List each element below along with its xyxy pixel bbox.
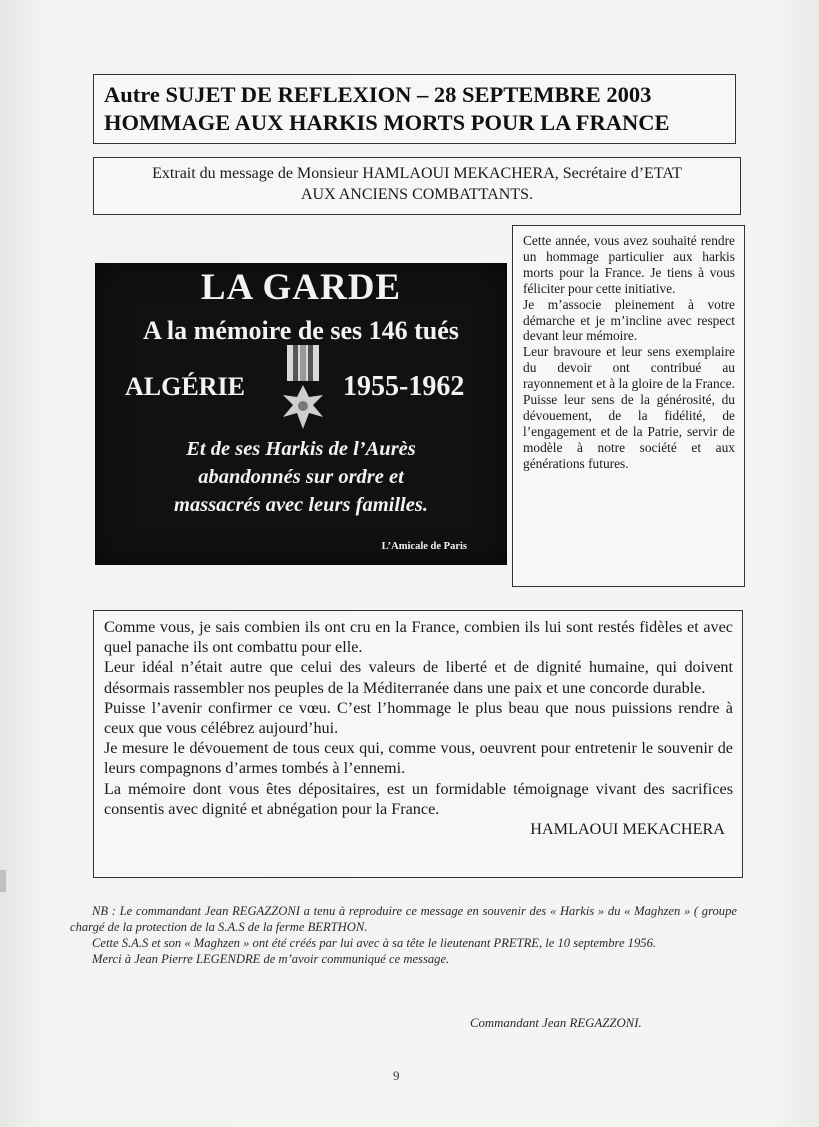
plaque-title: LA GARDE	[200, 267, 402, 308]
plaque-dedication: A la mémoire de ses 146 tués	[143, 316, 459, 345]
side-paragraph-1: Cette année, vous avez souhaité rendre un hommage particulier aux harkis morts pour la France. Je tiens à vous féliciter pour cette initiative.	[523, 233, 735, 296]
main-message-box	[93, 610, 743, 878]
plaque-harkis-text	[95, 435, 507, 519]
message-paragraph-3: Puisse l’avenir confirmer ce vœu. C’est l’hommage le plus beau que nous puissions rendre à ceux que vous célébrez aujourd’hui.	[104, 698, 733, 738]
page-number: 9	[393, 1068, 400, 1083]
extract-line-2: AUX ANCIENS COMBATTANTS.	[300, 186, 534, 203]
side-paragraph-2: Je m’associe pleinement à votre démarche et je m’incline avec respect devant leur mémoire.	[523, 296, 735, 344]
message-signature: HAMLAOUI MEKACHERA	[530, 820, 725, 839]
plaque-signature: L’Amicale de Paris	[381, 541, 467, 552]
message-paragraph-4: Je mesure le dévouement de tous ceux qui, comme vous, oeuvrent pour entretenir le souvenir de leurs compagnons d’armes tombés à l’ennemi.	[104, 739, 733, 778]
side-paragraph-4: Puisse leur sens de la générosité, du dévouement, de la fidélité, de l’engagement et de la Patrie, servir de modèle à notre société et aux générations futures.	[523, 392, 735, 471]
message-paragraph-2: Leur idéal n’était autre que celui des valeurs de liberté et de dignité humaine, qui doivent désormais rassembler nos peuples de la Méditerranée dans une paix et une concorde durable.	[104, 658, 733, 697]
message-paragraph-5: La mémoire dont vous êtes dépositaires, est un formidable témoignage vivant des sacrifices consentis avec dignité et abnégation pour la France.	[104, 779, 733, 818]
title-box	[93, 74, 736, 144]
staple-mark	[0, 870, 6, 892]
side-paragraph-3: Leur bravoure et leur sens exemplaire du devoir ont contribué au rayonnement et à la gloire de la France.	[523, 344, 735, 392]
plaque-harkis-line-2: abandonnés sur ordre et	[198, 466, 404, 488]
note-sas: Cette S.A.S et son « Maghzen » ont été créés par lui avec à sa tête le lieutenant PRETRE, le 10 septembre 1956.	[92, 936, 657, 950]
note-nb: NB : Le commandant Jean REGAZZONI a tenu à reproduire ce message en souvenir des « Harkis » du « Maghzen » ( groupe chargé de la protection de la S.A.S de la ferme BERTHON.	[70, 904, 737, 934]
author-signature: Commandant Jean REGAZZONI.	[470, 1016, 642, 1030]
side-message-box	[512, 225, 745, 587]
footnotes	[70, 903, 737, 967]
plaque-years: 1955-1962	[343, 371, 465, 402]
memorial-plaque-photo	[95, 263, 507, 565]
medal-cross-icon	[273, 345, 333, 435]
title-line-2: HOMMAGE AUX HARKIS MORTS POUR LA FRANCE	[104, 110, 670, 135]
extract-box	[93, 157, 741, 215]
title-line-1: Autre SUJET DE REFLEXION – 28 SEPTEMBRE 2003	[104, 82, 652, 107]
note-merci: Merci à Jean Pierre LEGENDRE de m’avoir communiqué ce message.	[92, 952, 450, 966]
plaque-harkis-line-1: Et de ses Harkis de l’Aurès	[186, 438, 416, 460]
extract-line-1: Extrait du message de Monsieur HAMLAOUI MEKACHERA, Secrétaire d’ETAT	[152, 165, 682, 182]
message-paragraph-1: Comme vous, je sais combien ils ont cru en la France, combien ils lui sont restés fidèles et avec quel panache ils ont combattu pour elle.	[104, 618, 733, 657]
plaque-country: ALGÉRIE	[125, 372, 245, 401]
plaque-harkis-line-3: massacrés avec leurs familles.	[174, 494, 428, 516]
